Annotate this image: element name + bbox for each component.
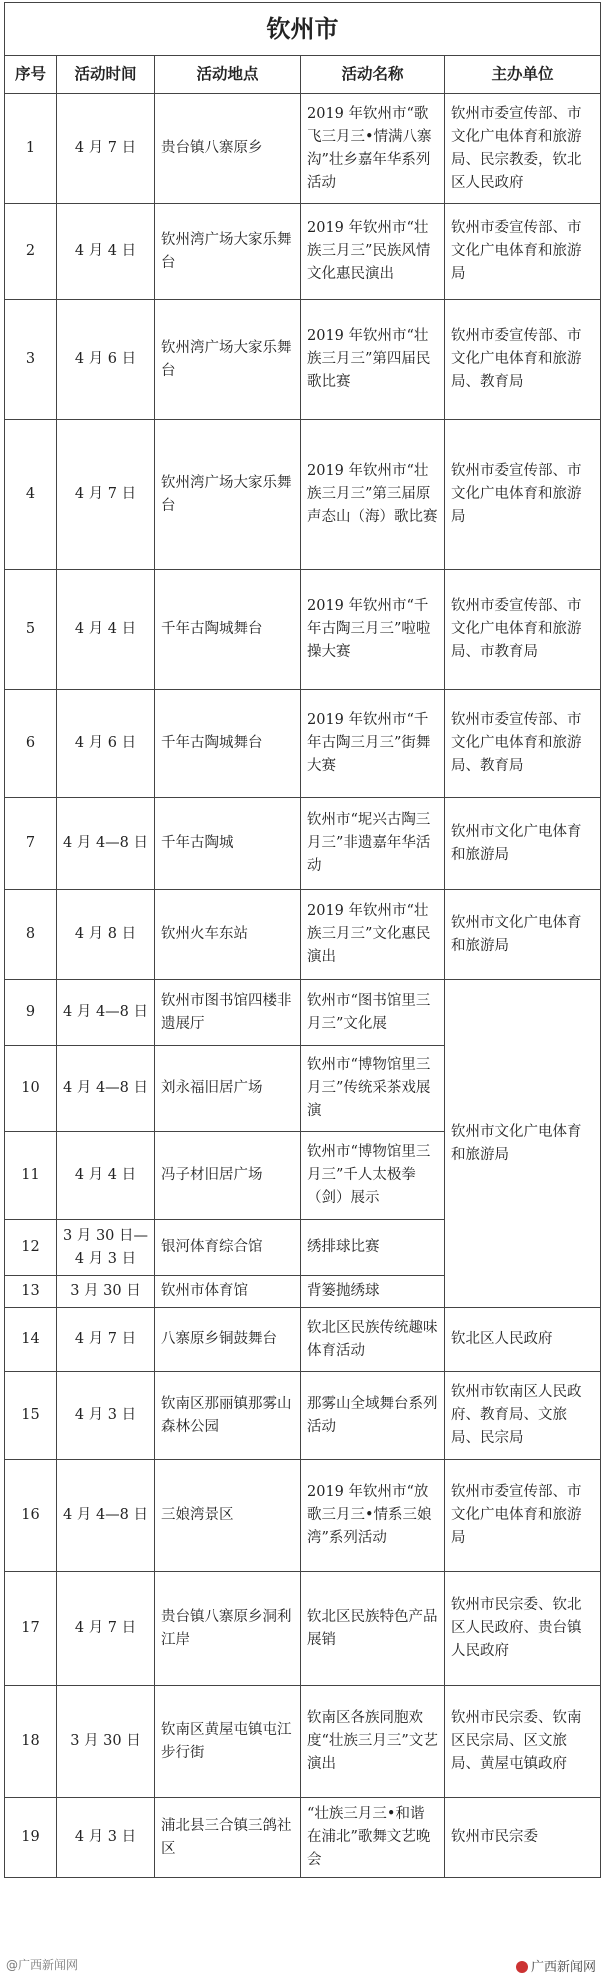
row-name: 钦州市“图书馆里三月三”文化展: [301, 980, 445, 1046]
row-org: 钦州市委宣传部、市文化广电体育和旅游局: [445, 204, 601, 300]
table-row: [5, 1686, 601, 1798]
row-org: 钦州市民宗委、钦北区人民政府、贵台镇人民政府: [445, 1572, 601, 1686]
row-no: 10: [5, 1046, 57, 1132]
table-row: [5, 420, 601, 570]
row-name: 2019 年钦州市“千年古陶三月三”啦啦操大赛: [301, 570, 445, 690]
row-time: 4 月 4 日: [57, 204, 155, 300]
header-time: 活动时间: [57, 56, 155, 94]
header-org: 主办单位: [445, 56, 601, 94]
row-no: 2: [5, 204, 57, 300]
row-time: 4 月 6 日: [57, 690, 155, 798]
schedule-table-wrapper: [4, 2, 600, 1878]
table-row: [5, 94, 601, 204]
table-title: 钦州市: [5, 3, 601, 56]
row-time: 4 月 4—8 日: [57, 1046, 155, 1132]
header-place: 活动地点: [155, 56, 301, 94]
row-name: 2019 年钦州市“壮族三月三”民族风情文化惠民演出: [301, 204, 445, 300]
row-no: 16: [5, 1460, 57, 1572]
row-place: 刘永福旧居广场: [155, 1046, 301, 1132]
row-time: 4 月 4—8 日: [57, 1460, 155, 1572]
row-time: 4 月 7 日: [57, 420, 155, 570]
row-org: 钦州市民宗委: [445, 1798, 601, 1878]
watermark-right-text: 广西新闻网: [530, 1960, 596, 1975]
row-place: 贵台镇八寨原乡: [155, 94, 301, 204]
row-time: 4 月 4—8 日: [57, 980, 155, 1046]
row-name: 背篓抛绣球: [301, 1276, 445, 1308]
row-place: 千年古陶城舞台: [155, 570, 301, 690]
row-time: 4 月 7 日: [57, 94, 155, 204]
row-no: 4: [5, 420, 57, 570]
row-org: 钦州市委宣传部、市文化广电体育和旅游局、教育局: [445, 690, 601, 798]
row-name: 钦北区民族特色产品展销: [301, 1572, 445, 1686]
row-org: 钦州市委宣传部、市文化广电体育和旅游局: [445, 1460, 601, 1572]
table-row: [5, 690, 601, 798]
row-org: 钦州市委宣传部、市文化广电体育和旅游局、教育局: [445, 300, 601, 420]
row-time: 3 月 30 日: [57, 1276, 155, 1308]
row-place: 八寨原乡铜鼓舞台: [155, 1308, 301, 1372]
row-no: 3: [5, 300, 57, 420]
row-no: 14: [5, 1308, 57, 1372]
row-no: 6: [5, 690, 57, 798]
header-row: [5, 56, 601, 94]
row-name: 2019 年钦州市“放歌三月三•情系三娘湾”系列活动: [301, 1460, 445, 1572]
row-place: 钦州湾广场大家乐舞台: [155, 204, 301, 300]
table-row: [5, 570, 601, 690]
row-no: 5: [5, 570, 57, 690]
row-name: 钦北区民族传统趣味体育活动: [301, 1308, 445, 1372]
row-time: 4 月 4 日: [57, 570, 155, 690]
row-time: 4 月 4 日: [57, 1132, 155, 1220]
row-name: 2019 年钦州市“歌飞三月三•情满八寨沟”壮乡嘉年华系列活动: [301, 94, 445, 204]
row-name: 2019 年钦州市“壮族三月三”文化惠民演出: [301, 890, 445, 980]
row-time: 4 月 3 日: [57, 1372, 155, 1460]
table-row: [5, 300, 601, 420]
row-place: 冯子材旧居广场: [155, 1132, 301, 1220]
row-no: 9: [5, 980, 57, 1046]
row-org: 钦州市委宣传部、市文化广电体育和旅游局: [445, 420, 601, 570]
schedule-table: [4, 2, 601, 1878]
row-no: 1: [5, 94, 57, 204]
row-org: 钦州市委宣传部、市文化广电体育和旅游局、市教育局: [445, 570, 601, 690]
row-place: 千年古陶城: [155, 798, 301, 890]
row-place: 三娘湾景区: [155, 1460, 301, 1572]
table-row: [5, 980, 601, 1046]
row-place: 钦州市体育馆: [155, 1276, 301, 1308]
row-org: 钦州市委宣传部、市文化广电体育和旅游局、民宗教委，钦北区人民政府: [445, 94, 601, 204]
row-time: 4 月 8 日: [57, 890, 155, 980]
table-row: [5, 890, 601, 980]
row-time: 3 月 30 日: [57, 1686, 155, 1798]
row-no: 19: [5, 1798, 57, 1878]
row-org-merged: 钦州市文化广电体育和旅游局: [445, 980, 601, 1308]
row-place: 钦州市图书馆四楼非遗展厅: [155, 980, 301, 1046]
row-no: 12: [5, 1220, 57, 1276]
row-name: 钦南区各族同胞欢度“壮族三月三”文艺演出: [301, 1686, 445, 1798]
row-place: 浦北县三合镇三鸽社区: [155, 1798, 301, 1878]
row-time: 4 月 3 日: [57, 1798, 155, 1878]
row-time: 4 月 7 日: [57, 1308, 155, 1372]
row-place: 钦南区那丽镇那雾山森林公园: [155, 1372, 301, 1460]
row-no: 18: [5, 1686, 57, 1798]
table-row: [5, 1372, 601, 1460]
row-place: 钦州湾广场大家乐舞台: [155, 300, 301, 420]
row-place: 千年古陶城舞台: [155, 690, 301, 798]
row-place: 贵台镇八寨原乡洞利江岸: [155, 1572, 301, 1686]
news-logo-icon: [516, 1961, 528, 1973]
row-time: 4 月 4—8 日: [57, 798, 155, 890]
row-no: 15: [5, 1372, 57, 1460]
table-row: [5, 1798, 601, 1878]
header-no: 序号: [5, 56, 57, 94]
row-org: 钦州市民宗委、钦南区民宗局、区文旅局、黄屋屯镇政府: [445, 1686, 601, 1798]
row-name: “壮族三月三•和谐在浦北”歌舞文艺晚会: [301, 1798, 445, 1878]
row-org: 钦州市钦南区人民政府、教育局、文旅局、民宗局: [445, 1372, 601, 1460]
row-org: 钦州市文化广电体育和旅游局: [445, 890, 601, 980]
row-time: 4 月 7 日: [57, 1572, 155, 1686]
row-name: 绣排球比赛: [301, 1220, 445, 1276]
table-row: [5, 798, 601, 890]
row-name: 钦州市“博物馆里三月三”传统采茶戏展演: [301, 1046, 445, 1132]
row-place: 钦州火车东站: [155, 890, 301, 980]
row-name: 2019 年钦州市“壮族三月三”第四届民歌比赛: [301, 300, 445, 420]
row-org: 钦北区人民政府: [445, 1308, 601, 1372]
header-name: 活动名称: [301, 56, 445, 94]
table-row: [5, 1308, 601, 1372]
row-name: 那雾山全域舞台系列活动: [301, 1372, 445, 1460]
table-row: [5, 1460, 601, 1572]
row-place: 钦南区黄屋屯镇屯江步行街: [155, 1686, 301, 1798]
row-place: 银河体育综合馆: [155, 1220, 301, 1276]
row-org: 钦州市文化广电体育和旅游局: [445, 798, 601, 890]
watermark-left-text: @广西新闻网: [6, 1958, 79, 1972]
row-time: 4 月 6 日: [57, 300, 155, 420]
watermark-left: [6, 1956, 78, 1973]
watermark-right: [516, 1956, 596, 1975]
row-no: 13: [5, 1276, 57, 1308]
row-no: 8: [5, 890, 57, 980]
row-time: 3 月 30 日—4 月 3 日: [57, 1220, 155, 1276]
row-name: 2019 年钦州市“千年古陶三月三”街舞大赛: [301, 690, 445, 798]
row-name: 钦州市“坭兴古陶三月三”非遗嘉年华活动: [301, 798, 445, 890]
table-row: [5, 204, 601, 300]
row-name: 钦州市“博物馆里三月三”千人太极拳（剑）展示: [301, 1132, 445, 1220]
row-no: 11: [5, 1132, 57, 1220]
row-place: 钦州湾广场大家乐舞台: [155, 420, 301, 570]
row-no: 7: [5, 798, 57, 890]
table-row: [5, 1572, 601, 1686]
row-name: 2019 年钦州市“壮族三月三”第三届原声态山（海）歌比赛: [301, 420, 445, 570]
row-no: 17: [5, 1572, 57, 1686]
